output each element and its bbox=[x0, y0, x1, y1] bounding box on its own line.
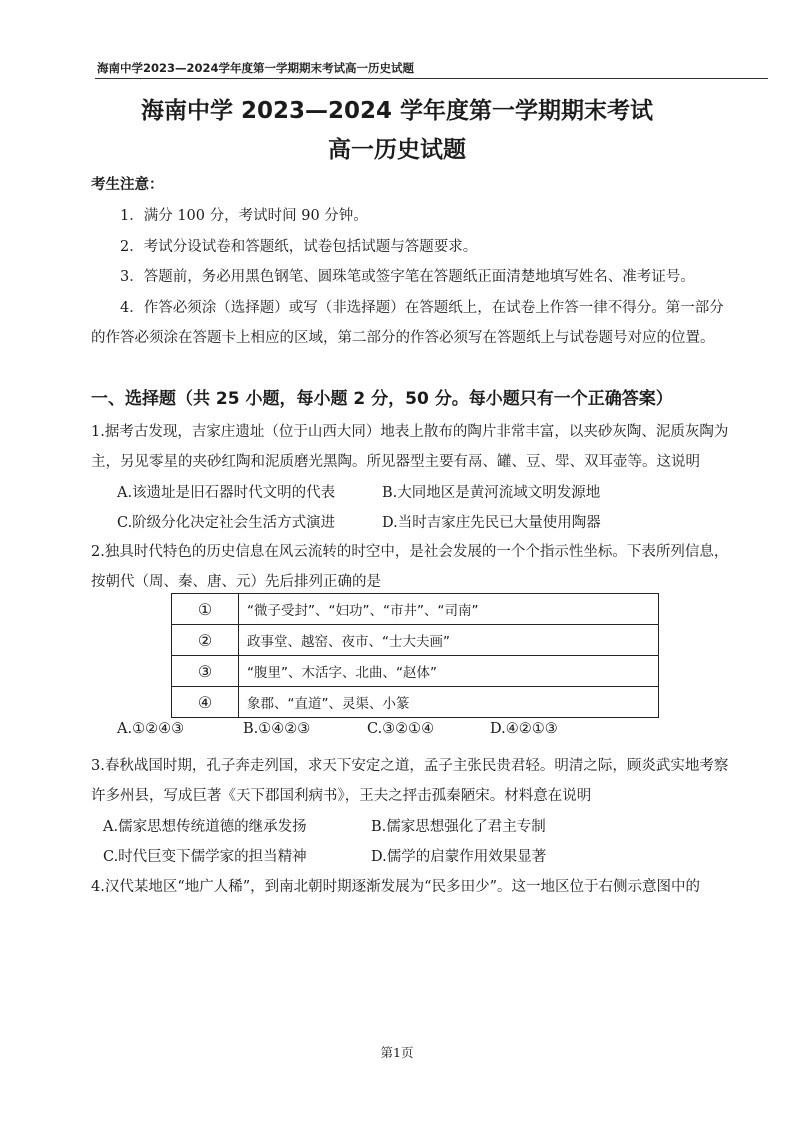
table-row bbox=[172, 656, 659, 687]
table-cell-num: ① bbox=[172, 594, 239, 625]
header-divider bbox=[95, 78, 768, 79]
q2-stem-line1: 2.独具时代特色的历史信息在风云流转的时空中，是社会发展的一个个指示性坐标。下表所列信息， bbox=[91, 544, 729, 560]
section-heading: 一、选择题（共 25 小题，每小题 2 分，50 分。每小题只有一个正确答案） bbox=[91, 389, 673, 409]
q1-option-d: D.当时吉家庄先民已大量使用陶器 bbox=[382, 515, 601, 531]
q1-stem-line1: 1.据考古发现，吉家庄遗址（位于山西大同）地表上散布的陶片非常丰富，以夹砂灰陶、泥质灰陶为 bbox=[91, 424, 729, 440]
table-cell-text: 象郡、“直道”、灵渠、小篆 bbox=[239, 687, 659, 718]
notice-heading: 考生注意： bbox=[91, 177, 164, 193]
notice-item-4-line1: 4．作答必须涂（选择题）或写（非选择题）在答题纸上，在试卷上作答一律不得分。第一部分 bbox=[120, 300, 724, 316]
q3-option-c: C.时代巨变下儒学家的担当精神 bbox=[103, 849, 307, 865]
table-cell-num: ④ bbox=[172, 687, 239, 718]
table-row bbox=[172, 687, 659, 718]
q4-stem-line1: 4.汉代某地区“地广人稀”，到南北朝时期逐渐发展为“民多田少”。这一地区位于右侧示意图中的 bbox=[91, 879, 700, 895]
table-cell-text: “腹里”、木活字、北曲、“赵体” bbox=[239, 656, 659, 687]
table-row bbox=[172, 625, 659, 656]
notice-item-2: 2．考试分设试卷和答题纸，试卷包括试题与答题要求。 bbox=[120, 239, 478, 255]
q3-option-d: D.儒学的启蒙作用效果显著 bbox=[371, 849, 547, 865]
q3-option-b: B.儒家思想强化了君主专制 bbox=[371, 819, 546, 835]
q3-stem-line2: 许多州县，写成巨著《天下郡国利病书》，王夫之抨击孤秦陋宋。材料意在说明 bbox=[91, 788, 592, 804]
table-row bbox=[172, 594, 659, 625]
q2-option-c: C.③②①④ bbox=[367, 721, 435, 737]
page-number: 第1页 bbox=[380, 1045, 414, 1060]
exam-subtitle: 高一历史试题 bbox=[328, 137, 466, 163]
q1-option-c: C.阶级分化决定社会生活方式演进 bbox=[117, 515, 336, 531]
q2-option-b: B.①④②③ bbox=[243, 721, 311, 737]
table-cell-text: “微子受封”、“妇功”、“市井”、“司南” bbox=[239, 594, 659, 625]
q1-option-a: A.该遗址是旧石器时代文明的代表 bbox=[117, 485, 336, 501]
q1-option-b: B.大同地区是黄河流域文明发源地 bbox=[382, 485, 601, 501]
table-cell-num: ② bbox=[172, 625, 239, 656]
q2-stem-line2: 按朝代（周、秦、唐、元）先后排列正确的是 bbox=[91, 574, 381, 590]
q2-option-d: D.④②①③ bbox=[490, 721, 558, 737]
table-cell-text: 政事堂、越窑、夜市、“士大夫画” bbox=[239, 625, 659, 656]
exam-title: 海南中学 2023—2024 学年度第一学期期末考试 bbox=[140, 98, 654, 124]
q2-info-table bbox=[171, 593, 659, 718]
notice-item-3: 3．答题前，务必用黑色钢笔、圆珠笔或签字笔在答题纸正面清楚地填写姓名、准考证号。 bbox=[120, 269, 695, 285]
table-cell-num: ③ bbox=[172, 656, 239, 687]
running-header: 海南中学2023—2024学年度第一学期期末考试高一历史试题 bbox=[97, 61, 415, 75]
q3-option-a: A.儒家思想传统道德的继承发扬 bbox=[103, 819, 307, 835]
q1-stem-line2: 主，另见零星的夹砂红陶和泥质磨光黑陶。所见器型主要有鬲、罐、豆、斝、双耳壶等。这说明 bbox=[91, 454, 700, 470]
q2-option-a: A.①②④③ bbox=[117, 721, 185, 737]
notice-item-1: 1．满分 100 分，考试时间 90 分钟。 bbox=[120, 208, 368, 224]
notice-item-4-line2: 的作答必须涂在答题卡上相应的区域，第二部分的作答必须写在答题纸上与试卷题号对应的位置。 bbox=[91, 330, 715, 346]
q3-stem-line1: 3.春秋战国时期，孔子奔走列国，求天下安定之道，孟子主张民贵君轻。明清之际，顾炎武实地考察 bbox=[91, 758, 729, 774]
